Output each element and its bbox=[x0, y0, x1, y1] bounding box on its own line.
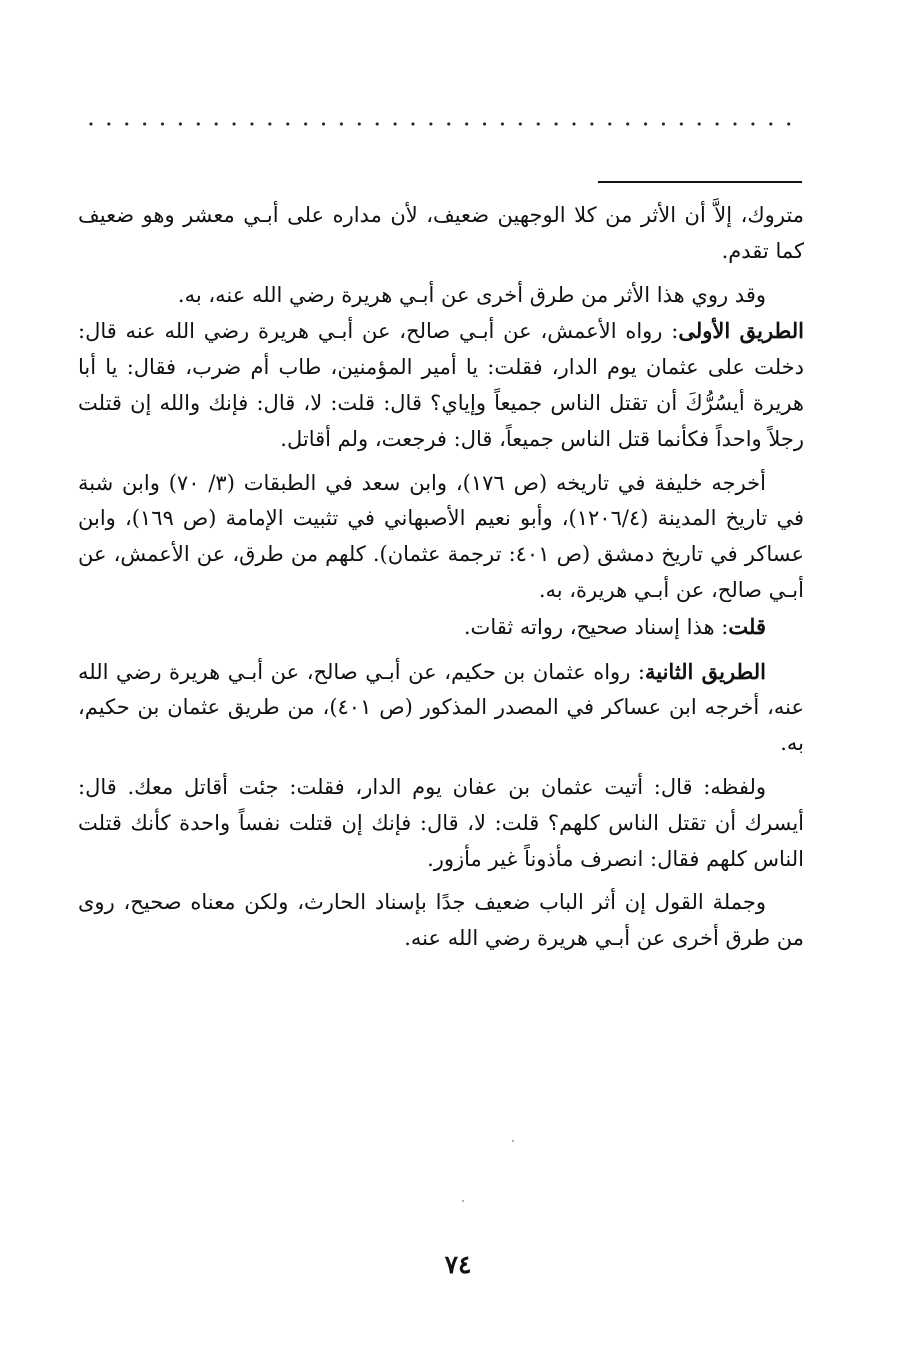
print-speck bbox=[512, 1140, 514, 1142]
paragraph-text: : رواه الأعمش، عن أبـي صالح، عن أبـي هريرة رضي الله عنه قال: دخلت على عثمان يوم الدار، فقلت: يا أمير المؤمنين، طاب أم ضرب، فقال: يا أبا هريرة أيسُرُّكَ أن تقتل الناس جميعاً وإياي؟ قال: قلت: لا، قال: فإنك والله إن قتلت رجلاً واحداً فكأنما قتل الناس جميعاً، قال: فرجعت، ولم أقاتل. bbox=[78, 319, 804, 451]
paragraph-other-routes bbox=[78, 278, 804, 314]
route-heading: الطريق الثانية bbox=[644, 658, 766, 684]
paragraph-first-route bbox=[78, 313, 804, 457]
dotted-separator bbox=[82, 118, 802, 130]
paragraph-text: أخرجه خليفة في تاريخه (ص ١٧٦)، وابن سعد في الطبقات (٣/ ٧٠) وابن شبة في تاريخ المدينة (١٢٠٦/٤)، وأبو نعيم الأصبهاني في تثبيت الإمامة (ص ١٦٩)، وابن عساكر في تاريخ دمشق (ص ٤٠١: ترجمة عثمان). كلهم من طرق، عن الأعمش، عن أبـي صالح، عن أبـي هريرة، به. bbox=[78, 470, 804, 602]
footnote-rule bbox=[598, 181, 802, 183]
paragraph-text: : رواه عثمان بن حكيم، عن أبـي صالح، عن أبـي هريرة رضي الله عنه، أخرجه ابن عساكر في المصدر المذكور (ص ٤٠١)، من طريق عثمان بن حكيم، به. bbox=[78, 659, 804, 756]
page-number: ٧٤ bbox=[444, 1250, 472, 1279]
page-body bbox=[78, 198, 804, 957]
paragraph-continuation bbox=[78, 198, 804, 270]
paragraph-text: متروك، إلاَّ أن الأثر من كلا الوجهين ضعيف، لأن مداره على أبـي معشر وهو ضعيف كما تقدم. bbox=[78, 203, 804, 263]
paragraph-text: وقد روي هذا الأثر من طرق أخرى عن أبـي هريرة رضي الله عنه، به. bbox=[177, 282, 766, 307]
route-heading: الطريق الأولى bbox=[678, 318, 804, 344]
paragraph-verdict bbox=[78, 609, 804, 646]
paragraph-takhrij bbox=[78, 466, 804, 609]
paragraph-text: : هذا إسناد صحيح، رواته ثقات. bbox=[463, 614, 729, 639]
verdict-label: قلت bbox=[728, 613, 766, 639]
paragraph-text: ولفظه: قال: أتيت عثمان بن عفان يوم الدار، فقلت: جئت أقاتل معك. قال: أيسرك أن تقتل الناس كلهم؟ قلت: لا، قال: فإنك إن قتلت نفساً واحدة كأنك قتلت الناس كلهم فقال: انصرف مأذوناً غير مأزور. bbox=[78, 774, 804, 871]
paragraph-conclusion bbox=[78, 885, 804, 957]
print-speck bbox=[462, 1200, 464, 1202]
paragraph-second-route bbox=[78, 654, 804, 762]
paragraph-text: وجملة القول إن أثر الباب ضعيف جدًا بإسناد الحارث، ولكن معناه صحيح، روى من طرق أخرى عن أبـي هريرة رضي الله عنه. bbox=[78, 890, 804, 951]
paragraph-wording bbox=[78, 770, 804, 877]
